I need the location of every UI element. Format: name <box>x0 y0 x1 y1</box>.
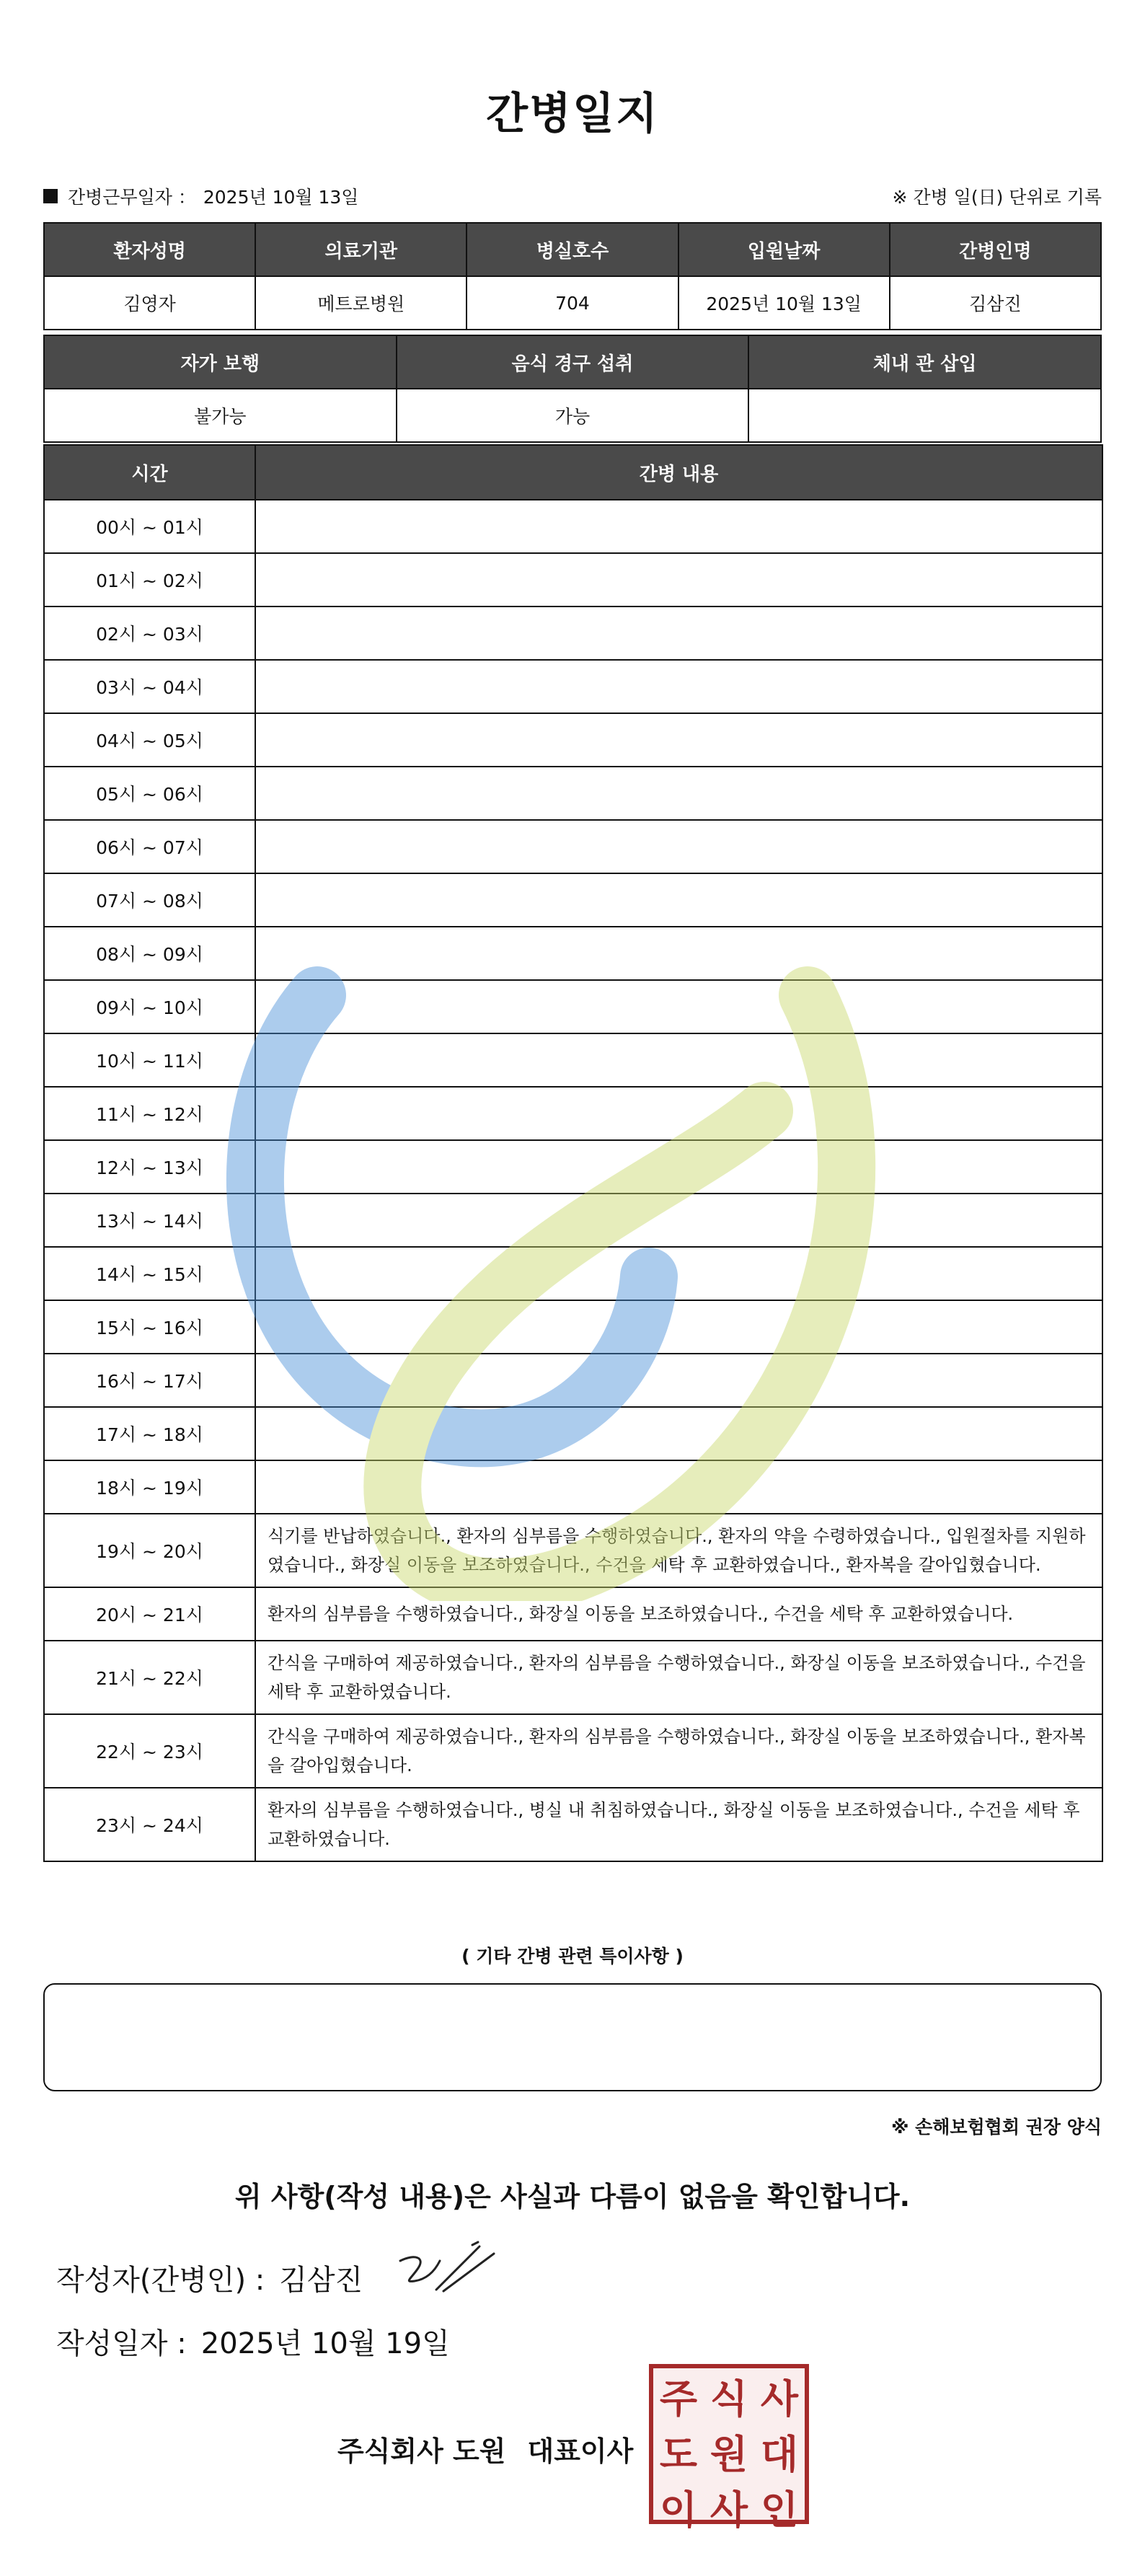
log-content-cell <box>255 1354 1102 1407</box>
log-row <box>44 1087 1102 1140</box>
log-body <box>44 500 1102 1861</box>
log-content-cell: 환자의 심부름을 수행하였습니다., 병실 내 취침하였습니다., 화장실 이동을 보조하였습니다., 수건을 세탁 후 교환하였습니다. <box>255 1788 1102 1861</box>
log-row <box>44 606 1102 660</box>
seal-char: 사 <box>709 2487 748 2533</box>
signature-icon <box>393 2239 501 2304</box>
log-content-cell <box>255 500 1102 553</box>
log-time-cell: 17시 ~ 18시 <box>44 1407 255 1460</box>
meta-row <box>43 182 1102 211</box>
log-row <box>44 820 1102 873</box>
log-row <box>44 1587 1102 1641</box>
log-time-cell: 06시 ~ 07시 <box>44 820 255 873</box>
value-self-walking: 불가능 <box>44 389 397 442</box>
log-time-cell: 12시 ~ 13시 <box>44 1140 255 1194</box>
seal-char: 식 <box>709 2376 748 2422</box>
log-time-cell: 00시 ~ 01시 <box>44 500 255 553</box>
status-header-row <box>44 335 1101 389</box>
log-time-cell: 05시 ~ 06시 <box>44 767 255 820</box>
writer-line <box>56 2257 363 2298</box>
log-time-cell: 22시 ~ 23시 <box>44 1714 255 1788</box>
log-time-cell: 03시 ~ 04시 <box>44 660 255 713</box>
patient-value-row <box>44 276 1101 330</box>
log-content-cell <box>255 1033 1102 1087</box>
seal-char: 대 <box>760 2432 799 2477</box>
log-row <box>44 1407 1102 1460</box>
log-content-cell <box>255 1247 1102 1300</box>
patient-header-row <box>44 223 1101 276</box>
log-row <box>44 713 1102 767</box>
log-content-cell: 간식을 구매하여 제공하였습니다., 환자의 심부름을 수행하였습니다., 화장실 이동을 보조하였습니다., 수건을 세탁 후 교환하였습니다. <box>255 1641 1102 1714</box>
seal-char: 주 <box>659 2376 698 2422</box>
log-row <box>44 1514 1102 1587</box>
log-row <box>44 1714 1102 1788</box>
value-hospital: 메트로병원 <box>255 276 467 330</box>
log-content-cell <box>255 1140 1102 1194</box>
unit-note: ※ 간병 일(日) 단위로 기록 <box>892 187 1102 208</box>
header-caregiver-name: 간병인명 <box>890 223 1101 276</box>
log-time-cell: 09시 ~ 10시 <box>44 980 255 1033</box>
company-title: 대표이사 <box>527 2435 634 2467</box>
log-content-cell <box>255 873 1102 927</box>
log-content-cell <box>255 660 1102 713</box>
company-seal-icon <box>649 2364 809 2533</box>
log-content-cell: 식기를 반납하였습니다., 환자의 심부름을 수행하였습니다., 환자의 약을 수령하였습니다., 입원절차를 지원하였습니다., 화장실 이동을 보조하였습니다., 수건을 세탁 후 교환하였습니다., 환자복을 갈아입혔습니다. <box>255 1514 1102 1587</box>
log-content-cell <box>255 1460 1102 1514</box>
value-caregiver-name: 김삼진 <box>890 276 1101 330</box>
log-time-cell: 16시 ~ 17시 <box>44 1354 255 1407</box>
log-time-cell: 15시 ~ 16시 <box>44 1300 255 1354</box>
header-admission-date: 입원날짜 <box>678 223 890 276</box>
log-header-row <box>44 445 1102 500</box>
log-row <box>44 1300 1102 1354</box>
header-hospital: 의료기관 <box>255 223 467 276</box>
log-content-cell <box>255 1087 1102 1140</box>
log-row <box>44 927 1102 980</box>
work-date-value: 2025년 10월 13일 <box>203 187 359 208</box>
seal-char: 이 <box>659 2487 698 2533</box>
confirmation-statement: 위 사항(작성 내용)은 사실과 다름이 없음을 확인합니다. <box>234 2181 911 2213</box>
log-time-cell: 19시 ~ 20시 <box>44 1514 255 1587</box>
log-time-cell: 21시 ~ 22시 <box>44 1641 255 1714</box>
written-date-line <box>56 2321 450 2362</box>
patient-status-table <box>43 335 1102 443</box>
company-name: 주식회사 도원 <box>337 2435 506 2467</box>
log-row <box>44 1460 1102 1514</box>
log-content-cell: 간식을 구매하여 제공하였습니다., 환자의 심부름을 수행하였습니다., 화장실 이동을 보조하였습니다., 환자복을 갈아입혔습니다. <box>255 1714 1102 1788</box>
log-row <box>44 1033 1102 1087</box>
log-row <box>44 1788 1102 1861</box>
value-tube-insertion <box>748 389 1101 442</box>
header-tube-insertion: 체내 관 삽입 <box>748 335 1101 389</box>
square-bullet-icon <box>43 189 58 203</box>
log-content-cell <box>255 927 1102 980</box>
log-content-cell <box>255 553 1102 606</box>
log-time-cell: 04시 ~ 05시 <box>44 713 255 767</box>
log-row <box>44 553 1102 606</box>
log-time-cell: 07시 ~ 08시 <box>44 873 255 927</box>
seal-char: 도 <box>659 2432 698 2477</box>
value-admission-date: 2025년 10월 13일 <box>678 276 890 330</box>
log-content-cell <box>255 1407 1102 1460</box>
log-time-cell: 11시 ~ 12시 <box>44 1087 255 1140</box>
log-row <box>44 873 1102 927</box>
log-row <box>44 980 1102 1033</box>
header-time: 시간 <box>44 445 255 500</box>
company-line <box>337 2429 633 2469</box>
log-row <box>44 1247 1102 1300</box>
value-patient-name: 김영자 <box>44 276 255 330</box>
header-care-content: 간병 내용 <box>255 445 1102 500</box>
log-time-cell: 20시 ~ 21시 <box>44 1587 255 1641</box>
log-time-cell: 18시 ~ 19시 <box>44 1460 255 1514</box>
work-date-label: 간병근무일자 ： <box>68 187 196 208</box>
written-date-label: 작성일자 : <box>56 2327 187 2360</box>
status-value-row <box>44 389 1101 442</box>
header-self-walking: 자가 보행 <box>44 335 397 389</box>
remarks-box <box>43 1983 1102 2091</box>
writer-label: 작성자(간병인) : <box>56 2264 265 2297</box>
log-row <box>44 767 1102 820</box>
care-log-table <box>43 444 1103 1862</box>
log-row <box>44 660 1102 713</box>
log-row <box>44 1641 1102 1714</box>
written-date-value: 2025년 10월 19일 <box>200 2327 450 2360</box>
header-oral-intake: 음식 경구 섭취 <box>397 335 749 389</box>
log-row <box>44 1354 1102 1407</box>
remarks-title: ( 기타 간병 관련 특이사항 ) <box>461 1946 684 1967</box>
log-content-cell: 환자의 심부름을 수행하였습니다., 화장실 이동을 보조하였습니다., 수건을 세탁 후 교환하였습니다. <box>255 1587 1102 1641</box>
seal-char: 원 <box>709 2432 748 2477</box>
value-oral-intake: 가능 <box>397 389 749 442</box>
log-time-cell: 10시 ~ 11시 <box>44 1033 255 1087</box>
log-time-cell: 01시 ~ 02시 <box>44 553 255 606</box>
log-content-cell <box>255 1194 1102 1247</box>
log-content-cell <box>255 820 1102 873</box>
document-title: 간병일지 <box>486 89 659 139</box>
log-time-cell: 23시 ~ 24시 <box>44 1788 255 1861</box>
log-row <box>44 500 1102 553</box>
log-row <box>44 1194 1102 1247</box>
log-content-cell <box>255 606 1102 660</box>
log-time-cell: 14시 ~ 15시 <box>44 1247 255 1300</box>
header-room-number: 병실호수 <box>467 223 678 276</box>
log-time-cell: 08시 ~ 09시 <box>44 927 255 980</box>
log-content-cell <box>255 713 1102 767</box>
form-note: ※ 손해보험협회 권장 양식 <box>891 2117 1102 2138</box>
patient-info-table <box>43 222 1102 330</box>
value-room-number: 704 <box>467 276 678 330</box>
header-patient-name: 환자성명 <box>44 223 255 276</box>
log-content-cell <box>255 980 1102 1033</box>
log-time-cell: 02시 ~ 03시 <box>44 606 255 660</box>
log-time-cell: 13시 ~ 14시 <box>44 1194 255 1247</box>
log-content-cell <box>255 767 1102 820</box>
log-content-cell <box>255 1300 1102 1354</box>
seal-char: 사 <box>760 2376 799 2422</box>
writer-name: 김삼진 <box>279 2264 363 2297</box>
seal-char: 인 <box>760 2487 799 2533</box>
work-date <box>43 183 358 209</box>
log-row <box>44 1140 1102 1194</box>
